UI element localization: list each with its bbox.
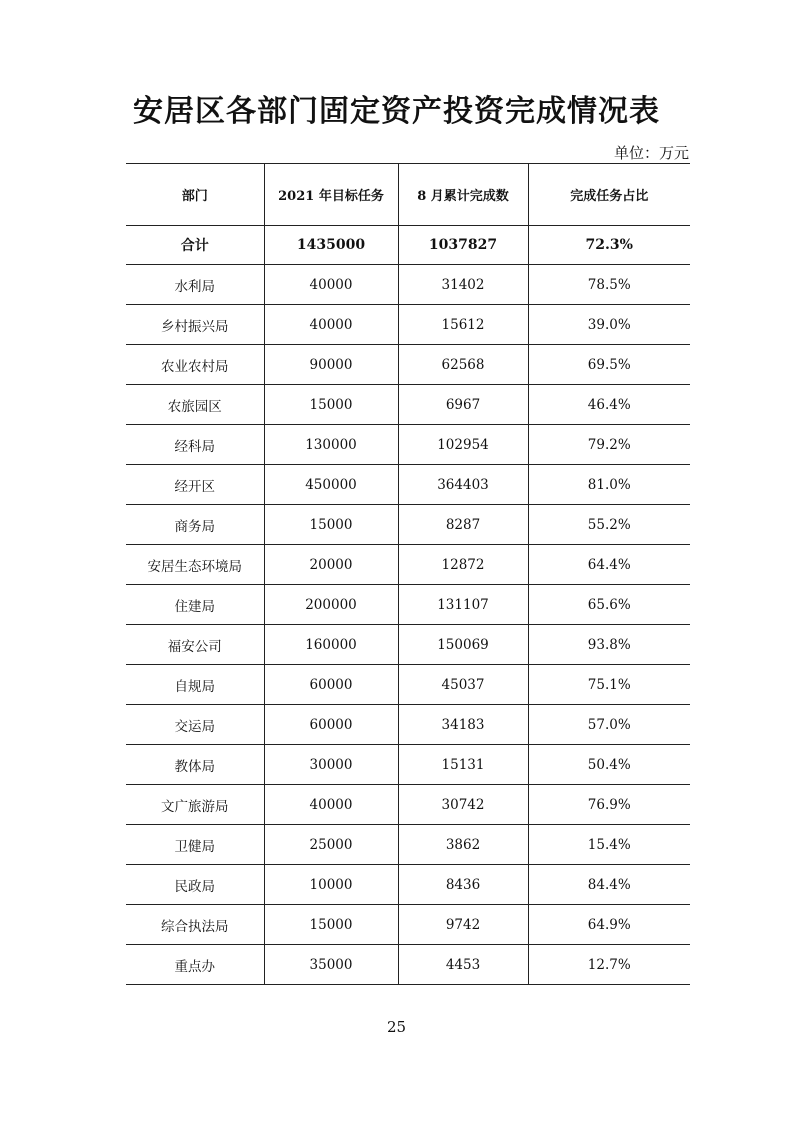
target-cell: 60000	[264, 665, 398, 705]
target-cell: 15000	[264, 385, 398, 425]
target-cell: 450000	[264, 465, 398, 505]
completed-cell: 12872	[398, 545, 528, 585]
department-cell: 经开区	[126, 465, 264, 505]
department-cell: 住建局	[126, 585, 264, 625]
column-header-department: 部门	[126, 164, 264, 226]
completed-cell: 364403	[398, 465, 528, 505]
department-cell: 乡村振兴局	[126, 305, 264, 345]
table-row	[126, 825, 690, 865]
ratio-cell: 84.4%	[528, 865, 690, 905]
table-row	[126, 905, 690, 945]
total-ratio: 72.3%	[528, 226, 690, 265]
completed-cell: 3862	[398, 825, 528, 865]
target-cell: 60000	[264, 705, 398, 745]
completed-cell: 34183	[398, 705, 528, 745]
department-cell: 农业农村局	[126, 345, 264, 385]
target-cell: 90000	[264, 345, 398, 385]
table-row	[126, 505, 690, 545]
table-row	[126, 705, 690, 745]
unit-label: 单位：万元	[613, 144, 689, 162]
ratio-cell: 64.9%	[528, 905, 690, 945]
table-row	[126, 545, 690, 585]
completed-cell: 15131	[398, 745, 528, 785]
target-cell: 40000	[264, 785, 398, 825]
table-row	[126, 345, 690, 385]
target-cell: 40000	[264, 265, 398, 305]
total-row	[126, 226, 690, 265]
table-row	[126, 625, 690, 665]
table-row	[126, 305, 690, 345]
table-row	[126, 385, 690, 425]
target-cell: 130000	[264, 425, 398, 465]
completed-cell: 31402	[398, 265, 528, 305]
department-cell: 重点办	[126, 945, 264, 985]
ratio-cell: 12.7%	[528, 945, 690, 985]
completed-cell: 6967	[398, 385, 528, 425]
target-cell: 15000	[264, 905, 398, 945]
ratio-cell: 75.1%	[528, 665, 690, 705]
total-label: 合计	[126, 226, 264, 265]
target-cell: 35000	[264, 945, 398, 985]
completed-cell: 4453	[398, 945, 528, 985]
ratio-cell: 76.9%	[528, 785, 690, 825]
department-cell: 卫健局	[126, 825, 264, 865]
completed-cell: 131107	[398, 585, 528, 625]
ratio-cell: 65.6%	[528, 585, 690, 625]
table-row	[126, 265, 690, 305]
ratio-cell: 79.2%	[528, 425, 690, 465]
department-cell: 交运局	[126, 705, 264, 745]
target-cell: 20000	[264, 545, 398, 585]
table-header-row	[126, 164, 690, 226]
ratio-cell: 46.4%	[528, 385, 690, 425]
completed-cell: 9742	[398, 905, 528, 945]
department-cell: 农旅园区	[126, 385, 264, 425]
target-cell: 10000	[264, 865, 398, 905]
total-completed: 1037827	[398, 226, 528, 265]
ratio-cell: 69.5%	[528, 345, 690, 385]
department-cell: 自规局	[126, 665, 264, 705]
completed-cell: 8287	[398, 505, 528, 545]
column-header-target: 2021 年目标任务	[264, 164, 398, 226]
department-cell: 经科局	[126, 425, 264, 465]
ratio-cell: 55.2%	[528, 505, 690, 545]
target-cell: 200000	[264, 585, 398, 625]
total-target: 1435000	[264, 226, 398, 265]
column-header-completed: 8 月累计完成数	[398, 164, 528, 226]
target-cell: 25000	[264, 825, 398, 865]
completed-cell: 30742	[398, 785, 528, 825]
department-cell: 综合执法局	[126, 905, 264, 945]
table-row	[126, 665, 690, 705]
ratio-cell: 93.8%	[528, 625, 690, 665]
department-cell: 水利局	[126, 265, 264, 305]
page-title: 安居区各部门固定资产投资完成情况表	[133, 94, 660, 129]
table-row	[126, 425, 690, 465]
ratio-cell: 39.0%	[528, 305, 690, 345]
table-row	[126, 465, 690, 505]
ratio-cell: 57.0%	[528, 705, 690, 745]
target-cell: 40000	[264, 305, 398, 345]
column-header-ratio: 完成任务占比	[528, 164, 690, 226]
target-cell: 30000	[264, 745, 398, 785]
completed-cell: 8436	[398, 865, 528, 905]
target-cell: 160000	[264, 625, 398, 665]
completed-cell: 102954	[398, 425, 528, 465]
target-cell: 15000	[264, 505, 398, 545]
ratio-cell: 78.5%	[528, 265, 690, 305]
ratio-cell: 81.0%	[528, 465, 690, 505]
completed-cell: 62568	[398, 345, 528, 385]
completed-cell: 150069	[398, 625, 528, 665]
ratio-cell: 50.4%	[528, 745, 690, 785]
completed-cell: 15612	[398, 305, 528, 345]
page-number: 25	[386, 1018, 407, 1036]
table-row	[126, 865, 690, 905]
department-cell: 安居生态环境局	[126, 545, 264, 585]
table-row	[126, 745, 690, 785]
investment-table	[126, 163, 690, 985]
table-row	[126, 785, 690, 825]
table-row	[126, 585, 690, 625]
ratio-cell: 64.4%	[528, 545, 690, 585]
completed-cell: 45037	[398, 665, 528, 705]
department-cell: 教体局	[126, 745, 264, 785]
department-cell: 福安公司	[126, 625, 264, 665]
department-cell: 民政局	[126, 865, 264, 905]
department-cell: 文广旅游局	[126, 785, 264, 825]
table-row	[126, 945, 690, 985]
ratio-cell: 15.4%	[528, 825, 690, 865]
department-cell: 商务局	[126, 505, 264, 545]
